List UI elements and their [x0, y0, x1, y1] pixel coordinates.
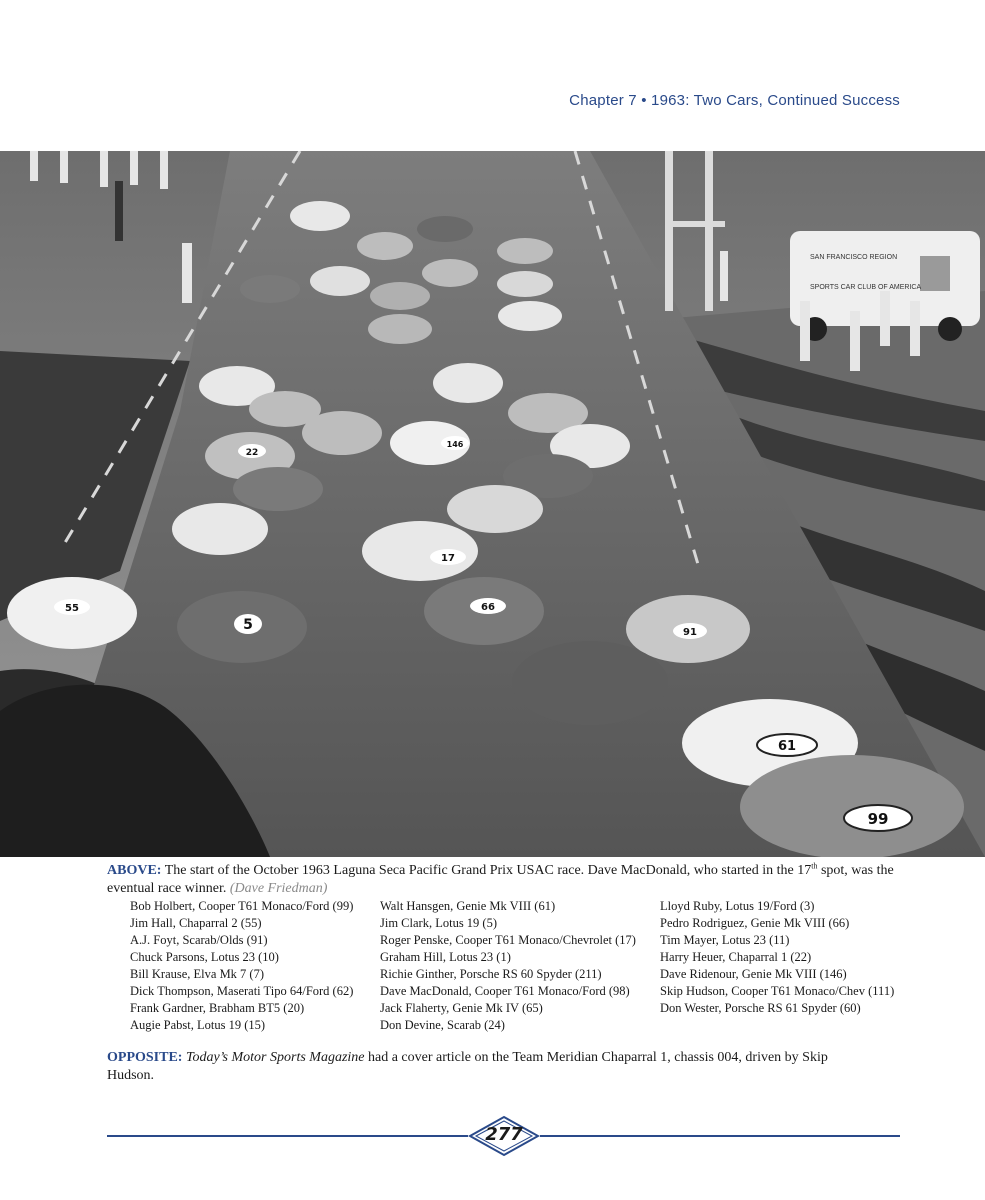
svg-text:5: 5: [243, 617, 253, 633]
magazine-title: Today’s Motor Sports Magazine: [185, 1050, 365, 1065]
caption-text-2: spot, was the eventual race winner.: [107, 863, 894, 896]
driver-list-column-2: [380, 898, 636, 1034]
driver-entry: Jack Flaherty, Genie Mk IV (65): [380, 1001, 543, 1015]
driver-entry: Dick Thompson, Maserati Tipo 64/Ford (62): [130, 984, 354, 998]
driver-entry: Pedro Rodriguez, Genie Mk VIII (66): [660, 916, 850, 930]
driver-entry: Don Devine, Scarab (24): [380, 1018, 505, 1032]
driver-entry: Roger Penske, Cooper T61 Monaco/Chevrolet (17): [380, 933, 636, 947]
svg-text:66: 66: [481, 602, 495, 613]
caption-label: ABOVE:: [107, 863, 162, 878]
svg-text:SPORTS CAR CLUB OF AMERICA: SPORTS CAR CLUB OF AMERICA: [810, 284, 922, 291]
driver-entry: Richie Ginther, Porsche RS 60 Spyder (211): [380, 967, 602, 981]
opposite-caption: [107, 1049, 867, 1085]
svg-text:SAN FRANCISCO REGION: SAN FRANCISCO REGION: [810, 254, 898, 261]
svg-text:17: 17: [441, 553, 455, 564]
driver-entry: Bob Holbert, Cooper T61 Monaco/Ford (99): [130, 899, 354, 913]
driver-entry: Harry Heuer, Chaparral 1 (22): [660, 950, 812, 964]
driver-entry: Jim Clark, Lotus 19 (5): [380, 916, 498, 930]
caption-text-1: The start of the October 1963 Laguna Seca Pacific Grand Prix USAC race. Dave MacDonald, who started in the 17: [161, 863, 812, 878]
svg-text:91: 91: [683, 627, 697, 638]
svg-text:99: 99: [867, 810, 889, 828]
page-number: 277: [485, 1124, 523, 1145]
svg-text:61: 61: [777, 739, 797, 754]
driver-entry: Jim Hall, Chaparral 2 (55): [130, 916, 262, 930]
svg-text:146: 146: [446, 440, 464, 449]
driver-entry: Graham Hill, Lotus 23 (1): [380, 950, 511, 964]
driver-entry: Lloyd Ruby, Lotus 19/Ford (3): [660, 899, 815, 913]
caption-superscript: th: [811, 861, 818, 871]
svg-text:55: 55: [65, 603, 79, 614]
driver-entry: Walt Hansgen, Genie Mk VIII (61): [380, 899, 556, 913]
driver-entry: Augie Pabst, Lotus 19 (15): [130, 1018, 266, 1032]
driver-list-column-3: [660, 898, 894, 1017]
driver-entry: Dave Ridenour, Genie Mk VIII (146): [660, 967, 847, 981]
photo-credit: (Dave Friedman): [229, 881, 328, 896]
driver-entry: A.J. Foyt, Scarab/Olds (91): [130, 933, 268, 947]
driver-entry: Chuck Parsons, Lotus 23 (10): [130, 950, 279, 964]
photo-caption: [107, 862, 907, 898]
chapter-header: Chapter 7 • 1963: Two Cars, Continued Success: [569, 92, 900, 109]
driver-entry: Don Wester, Porsche RS 61 Spyder (60): [660, 1001, 861, 1015]
race-start-photo: [0, 151, 985, 857]
footer-rule-left: [107, 1135, 468, 1137]
driver-entry: Tim Mayer, Lotus 23 (11): [660, 933, 790, 947]
driver-entry: Bill Krause, Elva Mk 7 (7): [130, 967, 265, 981]
driver-list-column-1: [130, 898, 353, 1034]
driver-entry: Frank Gardner, Brabham BT5 (20): [130, 1001, 305, 1015]
photo-illustration: [0, 151, 985, 857]
opposite-label: OPPOSITE:: [107, 1050, 183, 1065]
opposite-text: had a cover article on the Team Meridian Chaparral 1, chassis 004, driven by Skip Hudson.: [107, 1050, 828, 1083]
driver-entry: Skip Hudson, Cooper T61 Monaco/Chev (111): [660, 984, 895, 998]
svg-text:22: 22: [245, 448, 259, 458]
driver-entry: Dave MacDonald, Cooper T61 Monaco/Ford (98): [380, 984, 630, 998]
footer-rule-right: [540, 1135, 900, 1137]
